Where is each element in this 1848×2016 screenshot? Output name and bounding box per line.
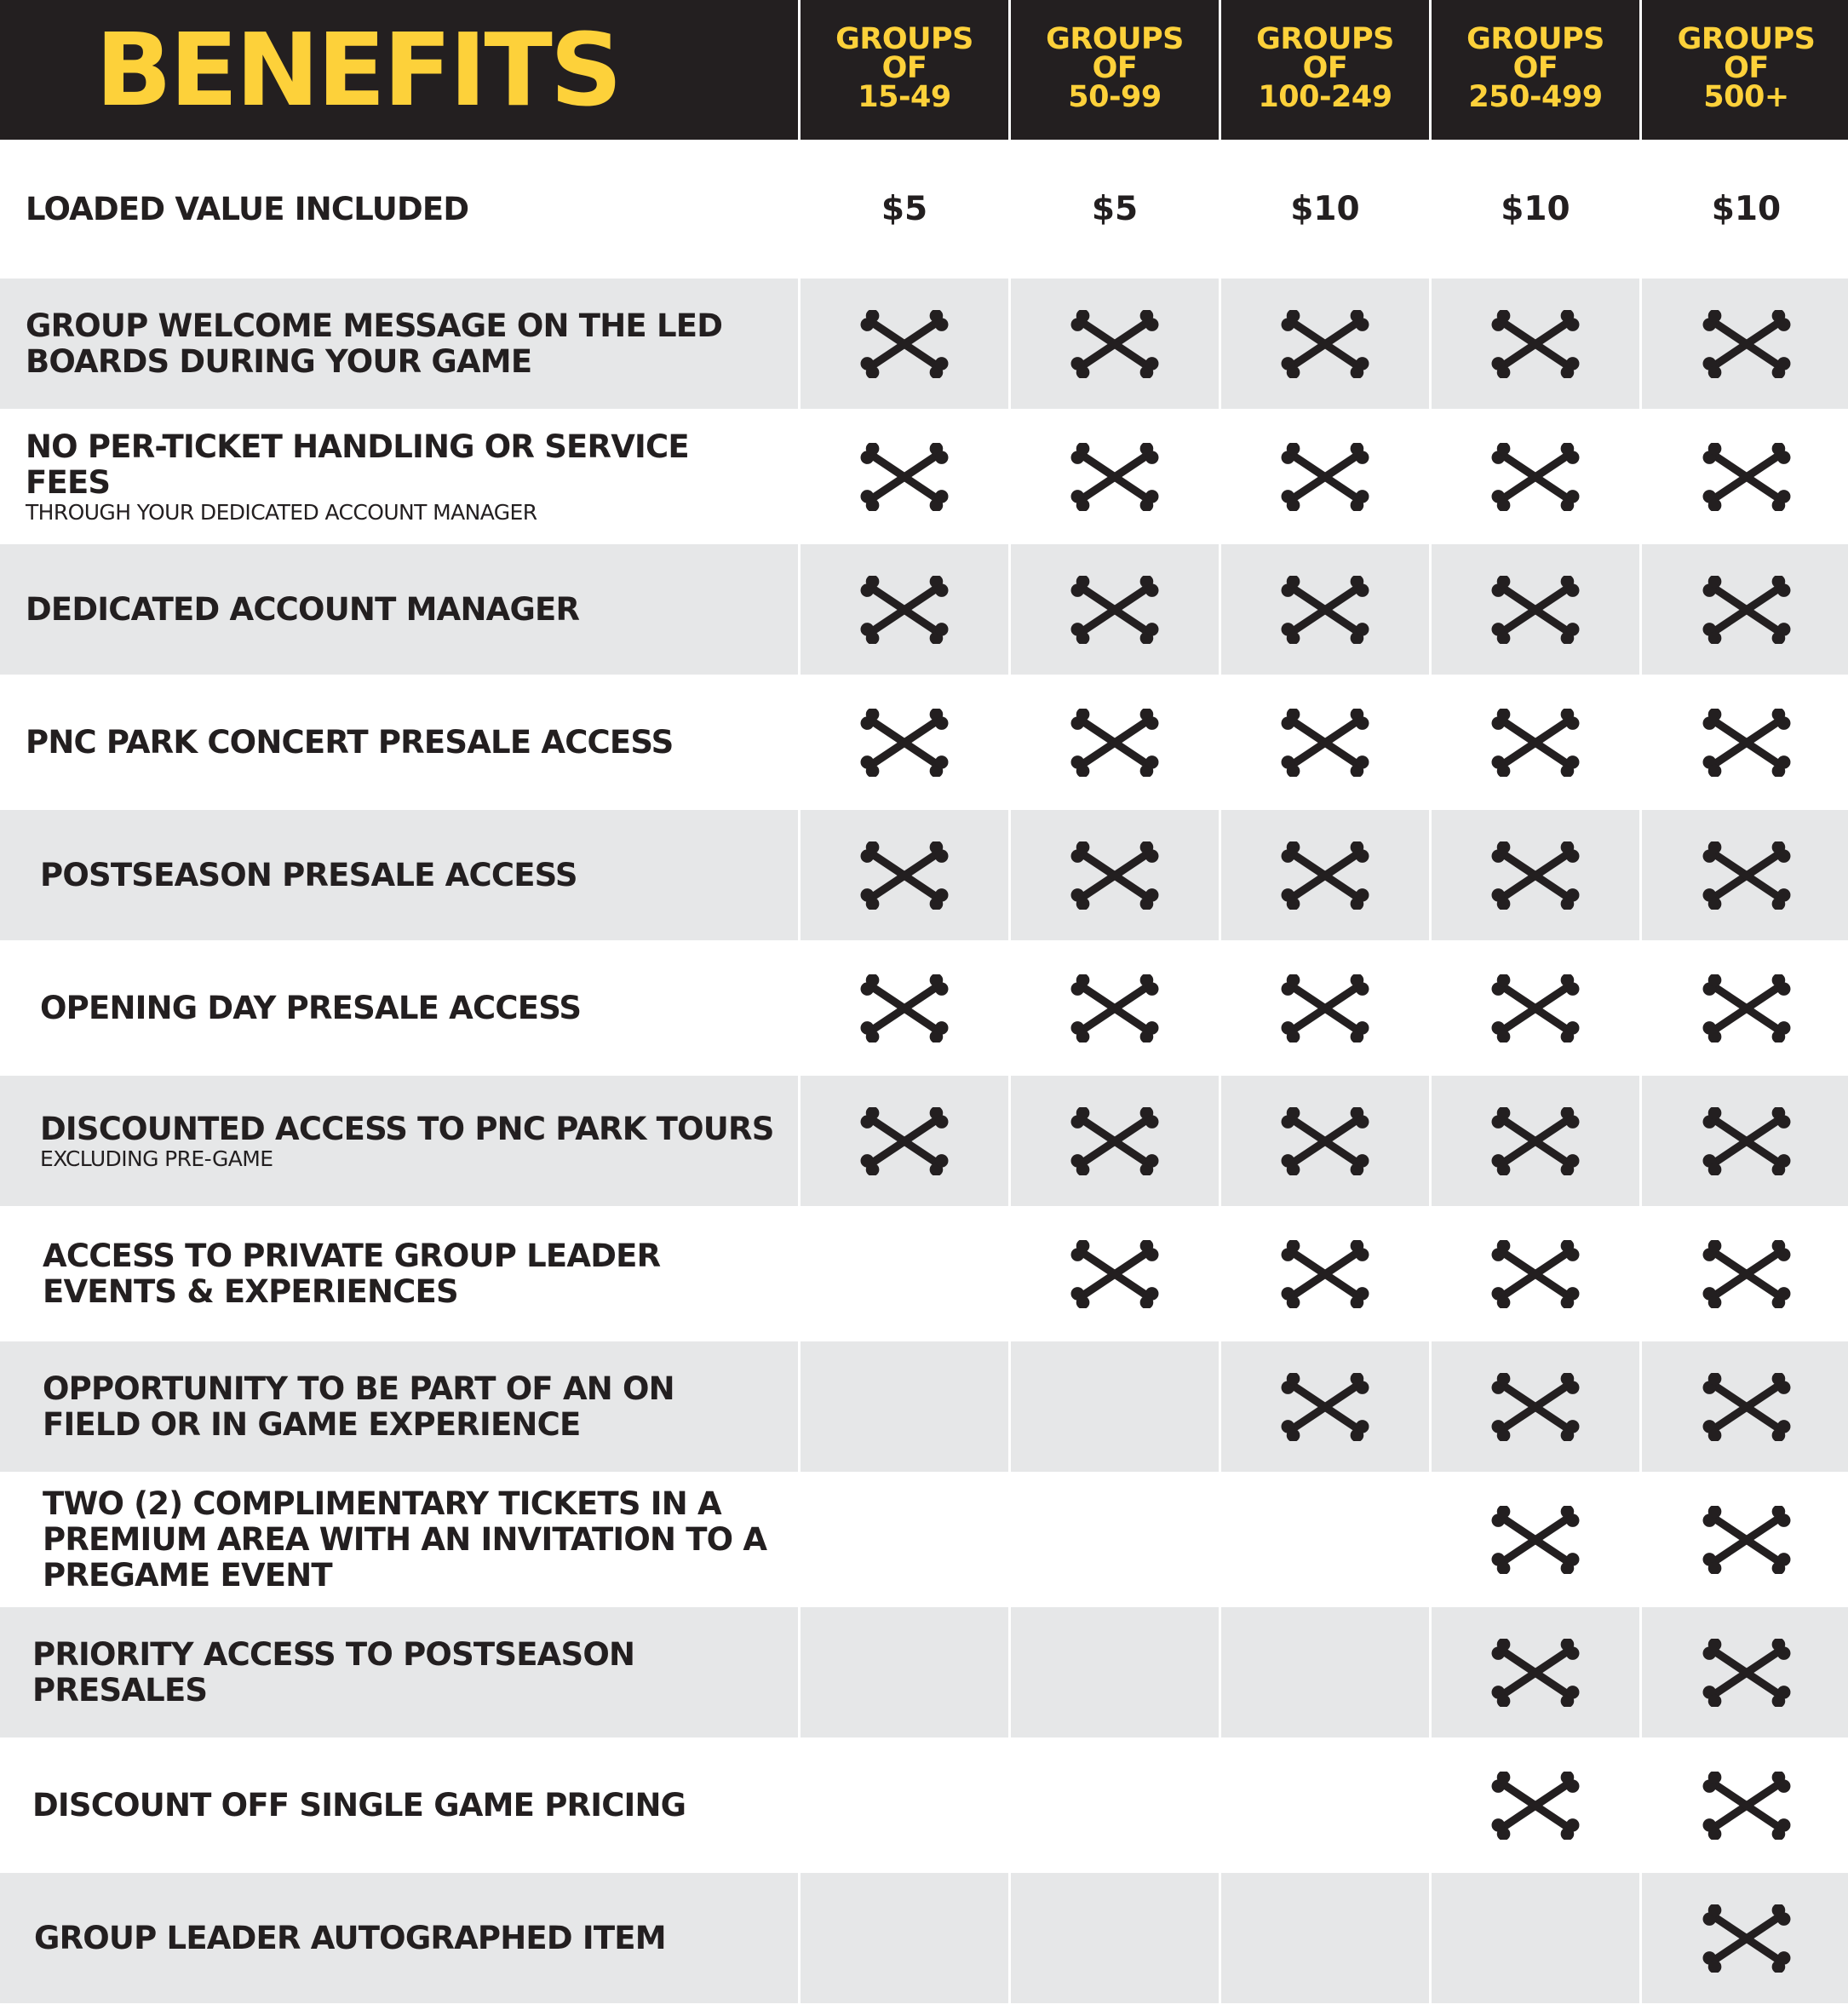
- benefit-label: [0, 1737, 798, 1873]
- crossbones-icon: [1491, 1240, 1580, 1308]
- crossbones-icon: [1491, 1107, 1580, 1175]
- crossbones-icon: [1281, 443, 1369, 511]
- benefit-label: [0, 1873, 798, 2003]
- benefit-cell: [1221, 940, 1429, 1076]
- benefit-cell: [801, 1076, 1008, 1206]
- benefit-cell: [1642, 1472, 1848, 1607]
- benefit-name: LOADED VALUE INCLUDED: [26, 190, 469, 227]
- benefit-cell: [1432, 544, 1639, 675]
- benefit-note: EXCLUDING PRE-GAME: [40, 1146, 273, 1171]
- benefit-label: [0, 140, 798, 279]
- benefit-cell: [1642, 1873, 1848, 2003]
- crossbones-icon: [1702, 841, 1791, 910]
- benefit-name: PNC PARK CONCERT PRESALE ACCESS: [26, 723, 674, 761]
- benefit-cell: [1221, 675, 1429, 810]
- benefit-cell: [801, 279, 1008, 409]
- benefit-cell: [1011, 1472, 1219, 1607]
- benefit-cell: [1011, 409, 1219, 544]
- crossbones-icon: [1491, 576, 1580, 644]
- crossbones-icon: [1281, 576, 1369, 644]
- column-header-50-99: GROUPS OF 50-99: [1011, 0, 1219, 140]
- benefit-cell: [801, 1607, 1008, 1737]
- benefit-label: [0, 1607, 798, 1737]
- crossbones-icon: [1491, 1506, 1580, 1574]
- benefit-cell: [801, 1341, 1008, 1472]
- crossbones-icon: [1070, 709, 1159, 777]
- crossbones-icon: [860, 443, 949, 511]
- benefit-cell: [801, 1206, 1008, 1341]
- benefit-label: [0, 940, 798, 1076]
- crossbones-icon: [1491, 310, 1580, 378]
- benefit-label: [0, 279, 798, 409]
- benefit-cell: [1642, 1341, 1848, 1472]
- crossbones-icon: [1491, 1373, 1580, 1441]
- crossbones-icon: [1702, 1639, 1791, 1707]
- benefit-label: [0, 409, 798, 544]
- benefit-name: GROUP LEADER AUTOGRAPHED ITEM: [34, 1919, 666, 1956]
- benefit-cell: [801, 1737, 1008, 1873]
- crossbones-icon: [1702, 576, 1791, 644]
- crossbones-icon: [1070, 310, 1159, 378]
- benefit-name: OPPORTUNITY TO BE PART OF AN ON FIELD OR IN GAME EXPERIENCE: [43, 1370, 674, 1443]
- crossbones-icon: [1281, 974, 1369, 1042]
- crossbones-icon: [1702, 709, 1791, 777]
- benefit-cell: [1221, 279, 1429, 409]
- crossbones-icon: [1281, 1107, 1369, 1175]
- benefit-cell: [1221, 1737, 1429, 1873]
- benefit-cell: [801, 940, 1008, 1076]
- benefit-cell: [801, 675, 1008, 810]
- benefit-cell: [1011, 675, 1219, 810]
- crossbones-icon: [1281, 1373, 1369, 1441]
- crossbones-icon: [1070, 443, 1159, 511]
- crossbones-icon: [1491, 841, 1580, 910]
- benefit-label: [0, 810, 798, 940]
- benefit-cell: [801, 544, 1008, 675]
- benefit-cell: [1432, 1873, 1639, 2003]
- benefit-cell: [1432, 140, 1639, 279]
- benefit-label: [0, 1206, 798, 1341]
- benefit-cell: [801, 1873, 1008, 2003]
- crossbones-icon: [860, 974, 949, 1042]
- benefit-name: DEDICATED ACCOUNT MANAGER: [26, 590, 580, 628]
- benefit-name: TWO (2) COMPLIMENTARY TICKETS IN A PREMIUM AREA WITH AN INVITATION TO A PREGAME EVENT: [43, 1485, 767, 1594]
- crossbones-icon: [1070, 974, 1159, 1042]
- benefit-name: OPENING DAY PRESALE ACCESS: [40, 989, 582, 1026]
- crossbones-icon: [1491, 974, 1580, 1042]
- crossbones-icon: [1281, 709, 1369, 777]
- benefit-cell: [1221, 1873, 1429, 2003]
- benefit-cell: [1642, 810, 1848, 940]
- benefit-label: [0, 1076, 798, 1206]
- crossbones-icon: [860, 841, 949, 910]
- benefit-cell: [801, 1472, 1008, 1607]
- benefit-cell: [1221, 1076, 1429, 1206]
- benefit-cell: [1432, 1607, 1639, 1737]
- benefit-label: [0, 544, 798, 675]
- crossbones-icon: [1702, 1904, 1791, 1973]
- benefit-cell: [1221, 544, 1429, 675]
- crossbones-icon: [1070, 576, 1159, 644]
- crossbones-icon: [860, 310, 949, 378]
- crossbones-icon: [1070, 1107, 1159, 1175]
- benefit-label: [0, 675, 798, 810]
- benefit-cell: [1642, 279, 1848, 409]
- benefit-cell: [1432, 279, 1639, 409]
- benefit-cell: [1642, 1206, 1848, 1341]
- crossbones-icon: [1702, 974, 1791, 1042]
- crossbones-icon: [1491, 1639, 1580, 1707]
- benefit-cell: [1432, 1737, 1639, 1873]
- benefit-cell: [1642, 675, 1848, 810]
- crossbones-icon: [1491, 443, 1580, 511]
- benefit-cell: [1011, 1341, 1219, 1472]
- benefit-label: [0, 1341, 798, 1472]
- benefit-cell: [1221, 810, 1429, 940]
- benefit-cell: [1221, 140, 1429, 279]
- benefit-cell: [1432, 675, 1639, 810]
- crossbones-icon: [1702, 1373, 1791, 1441]
- benefit-note: THROUGH YOUR DEDICATED ACCOUNT MANAGER: [26, 499, 537, 525]
- benefit-cell: [1432, 810, 1639, 940]
- column-header-250-499: GROUPS OF 250-499: [1432, 0, 1639, 140]
- benefit-cell: [801, 409, 1008, 544]
- benefit-cell: [1011, 279, 1219, 409]
- benefit-cell: [1432, 1341, 1639, 1472]
- crossbones-icon: [1702, 1107, 1791, 1175]
- benefit-cell: [1221, 1206, 1429, 1341]
- benefit-cell: [1221, 1472, 1429, 1607]
- column-header-15-49: GROUPS OF 15-49: [801, 0, 1008, 140]
- benefit-cell: [1221, 409, 1429, 544]
- crossbones-icon: [1281, 841, 1369, 910]
- benefit-name: NO PER-TICKET HANDLING OR SERVICE FEES: [26, 428, 689, 501]
- benefit-name: GROUP WELCOME MESSAGE ON THE LED BOARDS DURING YOUR GAME: [26, 307, 723, 380]
- benefit-cell: [1011, 1737, 1219, 1873]
- benefit-cell: [1432, 1206, 1639, 1341]
- benefit-cell: [1221, 1341, 1429, 1472]
- crossbones-icon: [1281, 1240, 1369, 1308]
- benefit-cell: [1642, 544, 1848, 675]
- crossbones-icon: [860, 709, 949, 777]
- loaded-value: $10: [1501, 190, 1570, 228]
- benefit-cell: [1221, 1607, 1429, 1737]
- crossbones-icon: [860, 1107, 949, 1175]
- benefit-name: ACCESS TO PRIVATE GROUP LEADER EVENTS & EXPERIENCES: [43, 1237, 661, 1310]
- benefit-name: PRIORITY ACCESS TO POSTSEASON PRESALES: [32, 1635, 635, 1709]
- benefit-name: DISCOUNT OFF SINGLE GAME PRICING: [32, 1786, 686, 1824]
- benefit-cell: [1011, 140, 1219, 279]
- benefit-cell: [1011, 544, 1219, 675]
- benefit-name: DISCOUNTED ACCESS TO PNC PARK TOURS: [40, 1110, 774, 1147]
- benefit-cell: [1642, 1737, 1848, 1873]
- crossbones-icon: [1070, 841, 1159, 910]
- benefit-label: [0, 1472, 798, 1607]
- benefit-cell: [1432, 940, 1639, 1076]
- crossbones-icon: [1070, 1240, 1159, 1308]
- crossbones-icon: [1702, 310, 1791, 378]
- crossbones-icon: [1702, 443, 1791, 511]
- benefit-cell: [801, 810, 1008, 940]
- benefit-cell: [1011, 940, 1219, 1076]
- column-header-500-plus: GROUPS OF 500+: [1642, 0, 1848, 140]
- benefit-cell: [801, 140, 1008, 279]
- crossbones-icon: [1702, 1772, 1791, 1840]
- crossbones-icon: [1702, 1240, 1791, 1308]
- loaded-value: $5: [1091, 190, 1139, 228]
- benefit-cell: [1011, 1076, 1219, 1206]
- benefit-cell: [1011, 810, 1219, 940]
- benefit-cell: [1642, 409, 1848, 544]
- table-title: BENEFITS: [0, 0, 798, 140]
- benefit-cell: [1642, 1076, 1848, 1206]
- benefit-cell: [1642, 1607, 1848, 1737]
- benefit-cell: [1642, 140, 1848, 279]
- benefit-name: POSTSEASON PRESALE ACCESS: [40, 856, 577, 893]
- benefit-cell: [1432, 1472, 1639, 1607]
- crossbones-icon: [1491, 709, 1580, 777]
- benefit-cell: [1642, 940, 1848, 1076]
- benefit-cell: [1432, 1076, 1639, 1206]
- crossbones-icon: [1281, 310, 1369, 378]
- crossbones-icon: [1491, 1772, 1580, 1840]
- benefit-cell: [1011, 1206, 1219, 1341]
- benefit-cell: [1011, 1607, 1219, 1737]
- loaded-value: $10: [1290, 190, 1360, 228]
- benefit-cell: [1011, 1873, 1219, 2003]
- benefit-cell: [1432, 409, 1639, 544]
- loaded-value: $10: [1711, 190, 1782, 228]
- crossbones-icon: [860, 576, 949, 644]
- column-header-100-249: GROUPS OF 100-249: [1221, 0, 1429, 140]
- crossbones-icon: [1702, 1506, 1791, 1574]
- loaded-value: $5: [881, 190, 928, 228]
